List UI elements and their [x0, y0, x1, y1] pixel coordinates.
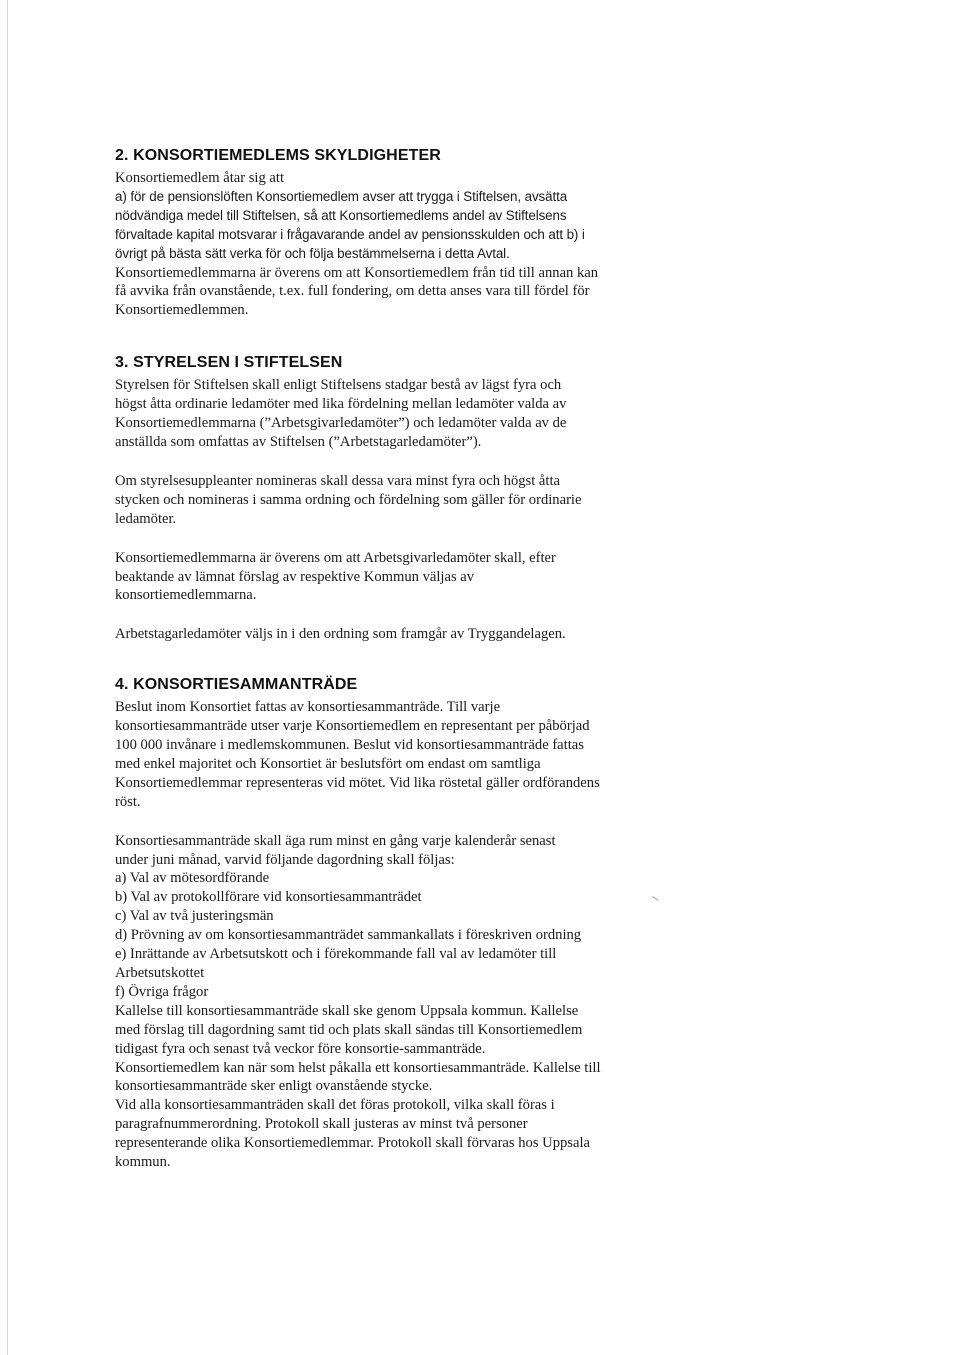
- text-line: röst.: [115, 793, 141, 810]
- section-2-body: [115, 188, 655, 264]
- text-line: Kallelse till konsortiesammanträde skall ske genom Uppsala kommun. Kallelse: [115, 1002, 579, 1019]
- text-line: Styrelsen för Stiftelsen skall enligt Stiftelsens stadgar bestå av lägst fyra och: [115, 377, 562, 394]
- section-2-body-2: [115, 264, 655, 321]
- text-line: Arbetstagarledamöter väljs in i den ordning som framgår av Tryggandelagen.: [115, 626, 566, 643]
- section-4-paragraph-1: [115, 698, 655, 811]
- text-line: Konsortiemedlemmarna är överens om att Arbetsgivarledamöter skall, efter: [115, 549, 556, 566]
- text-line: beaktande av lämnat förslag av respektive Kommun väljas av: [115, 568, 475, 585]
- text-line: ledamöter.: [115, 510, 177, 527]
- list-item: c) Val av två justeringsmän: [115, 908, 274, 925]
- text-line: Konsortiemedlemmar representeras vid mötet. Vid lika röstetal gäller ordförandens: [115, 774, 600, 791]
- list-item: a) Val av mötesordförande: [115, 870, 270, 887]
- text-line: konsortiemedlemmarna.: [115, 587, 257, 604]
- text-line: Konsortiesammanträde skall äga rum minst en gång varje kalenderår senast: [115, 832, 556, 849]
- text-line: under juni månad, varvid följande dagordning skall följas:: [115, 851, 455, 868]
- text-line: kommun.: [115, 1154, 171, 1171]
- section-4: [115, 674, 655, 1172]
- text-line: 100 000 invånare i medlemskommunen. Beslut vid konsortiesammanträde fattas: [115, 737, 584, 754]
- text-line: Konsortiemedlem åtar sig att: [115, 170, 284, 186]
- list-item: d) Prövning av om konsortiesammanträdet sammankallats i föreskriven ordning: [115, 927, 582, 944]
- section-3-paragraph-4: [115, 625, 655, 644]
- text-line: a) för de pensionslöften Konsortiemedlem avser att trygga i Stiftelsen, avsätta: [115, 188, 568, 204]
- text-line: Konsortiemedlemmen.: [115, 302, 249, 319]
- section-2: [115, 145, 655, 320]
- text-line: stycken och nomineras i samma ordning och fördelning som gäller för ordinarie: [115, 491, 582, 508]
- section-3-paragraph-1: [115, 376, 655, 452]
- text-line: övrigt på bästa sätt verka för och följa bestämmelserna i detta Avtal.: [115, 245, 510, 261]
- text-line: tidigast fyra och senast två veckor före konsortie-sammanträde.: [115, 1040, 486, 1057]
- text-line: Konsortiemedlem kan när som helst påkalla ett konsortiesammanträde. Kallelse till: [115, 1059, 601, 1076]
- text-line: Beslut inom Konsortiet fattas av konsortiesammanträde. Till varje: [115, 699, 501, 716]
- list-item: e) Inrättande av Arbetsutskott och i förekommande fall val av ledamöter till: [115, 946, 557, 963]
- text-line: förvaltade kapital motsvarar i frågavarande andel av pensionsskulden och att b) i: [115, 226, 585, 242]
- text-line: högst åtta ordinarie ledamöter med lika fördelning mellan ledamöter valda av: [115, 396, 567, 413]
- section-2-intro: [115, 169, 655, 188]
- text-line: med förslag till dagordning samt tid och plats skall sändas till Konsortiemedlem: [115, 1021, 583, 1038]
- section-3: [115, 352, 655, 644]
- text-line: med enkel majoritet och Konsortiet är beslutsfört om endast om samtliga: [115, 755, 541, 772]
- text-line: konsortiesammanträde sker enligt ovanstående stycke.: [115, 1078, 433, 1095]
- list-item: f) Övriga frågor: [115, 983, 209, 1000]
- section-3-heading: 3. STYRELSEN I STIFTELSEN: [115, 354, 343, 372]
- text-line: Om styrelsesuppleanter nomineras skall dessa vara minst fyra och högst åtta: [115, 472, 560, 489]
- text-line: Konsortiemedlemmarna är överens om att Konsortiemedlem från tid till annan kan: [115, 264, 599, 281]
- scan-edge-line: [7, 0, 8, 1355]
- text-line: Konsortiemedlemmarna (”Arbetsgivarledamöter”) och ledamöter valda av de: [115, 415, 567, 432]
- text-line: representerande olika Konsortiemedlemmar. Protokoll skall förvaras hos Uppsala: [115, 1135, 590, 1152]
- section-2-heading: 2. KONSORTIEMEDLEMS SKYLDIGHETER: [115, 147, 441, 164]
- text-line: nödvändiga medel till Stiftelsen, så att Konsortiemedlems andel av Stiftelsens: [115, 207, 567, 223]
- text-line: Vid alla konsortiesammanträden skall det föras protokoll, vilka skall föras i: [115, 1097, 555, 1114]
- section-3-paragraph-3: [115, 549, 655, 606]
- text-line: anställda som omfattas av Stiftelsen (”Arbetstagarledamöter”).: [115, 433, 482, 450]
- text-line: konsortiesammanträde utser varje Konsortiemedlem en representant per påbörjad: [115, 718, 590, 735]
- list-item: Arbetsutskottet: [115, 965, 205, 981]
- section-4-paragraph-2: [115, 832, 655, 1172]
- document-page: [115, 145, 655, 1172]
- text-line: få avvika från ovanstående, t.ex. full fondering, om detta anses vara till fördel för: [115, 283, 590, 300]
- list-item: b) Val av protokollförare vid konsortiesammanträdet: [115, 889, 422, 906]
- section-3-paragraph-2: [115, 472, 655, 529]
- text-line: paragrafnummerordning. Protokoll skall justeras av minst två personer: [115, 1116, 528, 1133]
- section-4-heading: 4. KONSORTIESAMMANTRÄDE: [115, 676, 358, 694]
